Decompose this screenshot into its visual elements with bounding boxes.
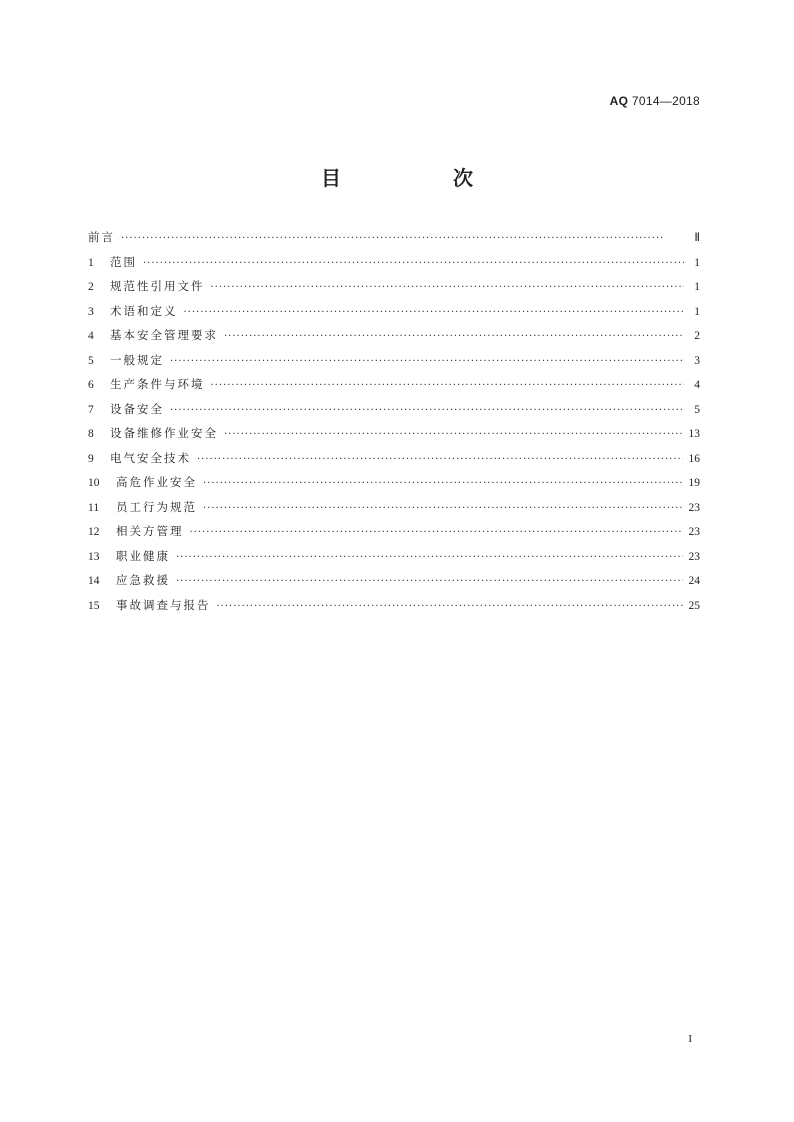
toc-entry-title: 设备维修作业安全 [110, 426, 218, 440]
toc-entry-page: 5 [694, 403, 700, 416]
toc-entry-label [88, 376, 205, 393]
toc-entry-number: 1 [88, 256, 94, 269]
toc-entry[interactable] [88, 450, 700, 475]
toc-entry-label [88, 450, 191, 467]
toc-entry-label [88, 499, 197, 516]
toc-entry-page: 23 [688, 550, 700, 563]
toc-entry-number: 6 [88, 379, 94, 391]
toc-entry-label [88, 572, 170, 589]
toc-entry-page: 13 [688, 428, 700, 440]
toc-entry-label [88, 352, 164, 369]
toc-dot-leader [203, 501, 683, 517]
toc-entry-page: 3 [694, 354, 700, 367]
toc-entry-page: 23 [688, 501, 700, 514]
toc-entry-title: 一般规定 [110, 352, 164, 367]
toc-dot-leader [143, 256, 684, 272]
toc-dot-leader [170, 403, 684, 419]
toc-entry-number: 13 [88, 550, 100, 563]
toc-entry-label [88, 254, 137, 271]
toc-entry-title: 前言 [88, 230, 115, 244]
toc-entry[interactable] [88, 327, 700, 352]
toc-dot-leader [211, 280, 685, 296]
toc-dot-leader [211, 378, 685, 394]
toc-entry-page: 25 [688, 599, 700, 612]
toc-entry-number: 5 [88, 354, 94, 367]
footer-page-number: I [688, 1033, 692, 1045]
toc-entry[interactable] [88, 401, 700, 426]
toc-entry-title: 事故调查与报告 [116, 597, 211, 612]
toc-entry-page: 23 [688, 526, 700, 538]
toc-entry-label [88, 548, 170, 565]
toc-entry-title: 职业健康 [116, 548, 170, 563]
toc-entry-page: 16 [688, 452, 700, 465]
toc-entry-page: 24 [688, 575, 700, 587]
toc-dot-leader [176, 550, 683, 566]
toc-entry-title: 规范性引用文件 [110, 279, 205, 293]
toc-entry[interactable] [88, 597, 700, 622]
toc-entry-label [88, 401, 164, 418]
toc-entry-label [88, 523, 184, 540]
toc-entry-title: 高危作业安全 [116, 475, 197, 489]
toc-entry-title: 术语和定义 [110, 303, 178, 318]
toc-entry-page: 1 [694, 281, 700, 293]
toc-entry-label [88, 229, 115, 245]
toc-entry[interactable] [88, 352, 700, 377]
toc-dot-leader [121, 231, 684, 247]
toc-entry-title: 应急救援 [116, 573, 170, 587]
toc-entry-title: 生产条件与环境 [110, 377, 205, 391]
table-of-contents [88, 229, 700, 621]
toc-entry-page: 19 [688, 477, 700, 489]
toc-entry-number: 11 [88, 501, 100, 514]
toc-dot-leader [184, 305, 685, 321]
toc-entry[interactable] [88, 254, 700, 279]
toc-entry-number: 4 [88, 330, 94, 342]
toc-entry-page: 4 [694, 379, 700, 391]
toc-entry[interactable] [88, 523, 700, 548]
toc-entry[interactable] [88, 474, 700, 499]
toc-entry-title: 基本安全管理要求 [110, 328, 218, 342]
toc-entry[interactable] [88, 548, 700, 573]
toc-entry[interactable] [88, 499, 700, 524]
toc-entry-number: 12 [88, 526, 100, 538]
toc-entry[interactable] [88, 376, 700, 401]
toc-entry-label [88, 278, 205, 295]
toc-entry-label [88, 303, 178, 320]
toc-entry-number: 8 [88, 428, 94, 440]
toc-entry-page: 1 [694, 305, 700, 318]
toc-entry-title: 电气安全技术 [110, 450, 191, 465]
toc-dot-leader [190, 525, 683, 541]
toc-dot-leader [217, 599, 683, 615]
toc-entry-number: 15 [88, 599, 100, 612]
toc-entry-label [88, 474, 197, 491]
toc-entry-title: 范围 [110, 254, 137, 269]
toc-dot-leader [203, 476, 683, 492]
standard-number [610, 94, 700, 108]
standard-code: 7014—2018 [631, 94, 700, 108]
toc-entry-number: 10 [88, 477, 100, 489]
toc-entry-label [88, 425, 218, 442]
toc-dot-leader [224, 427, 683, 443]
toc-entry[interactable] [88, 425, 700, 450]
toc-entry-title: 相关方管理 [116, 524, 184, 538]
toc-entry-number: 9 [88, 452, 94, 465]
toc-entry-label [88, 597, 211, 614]
toc-dot-leader [224, 329, 684, 345]
toc-dot-leader [176, 574, 683, 590]
toc-entry[interactable] [88, 572, 700, 597]
toc-entry-page: 2 [694, 330, 700, 342]
toc-entry-label [88, 327, 218, 344]
toc-dot-leader [170, 354, 684, 370]
toc-dot-leader [197, 452, 683, 468]
toc-entry-number: 3 [88, 305, 94, 318]
standard-prefix: AQ [609, 94, 629, 108]
toc-entry[interactable] [88, 303, 700, 328]
toc-entry-number: 7 [88, 403, 94, 416]
toc-entry[interactable] [88, 278, 700, 303]
toc-entry-title: 设备安全 [110, 401, 164, 416]
toc-entry[interactable] [88, 229, 700, 254]
toc-entry-page: Ⅱ [694, 232, 700, 244]
toc-entry-title: 员工行为规范 [116, 499, 197, 514]
toc-entry-page: 1 [694, 256, 700, 269]
toc-entry-number: 2 [88, 281, 94, 293]
toc-entry-number: 14 [88, 575, 100, 587]
page-title: 目 次 [321, 166, 519, 190]
